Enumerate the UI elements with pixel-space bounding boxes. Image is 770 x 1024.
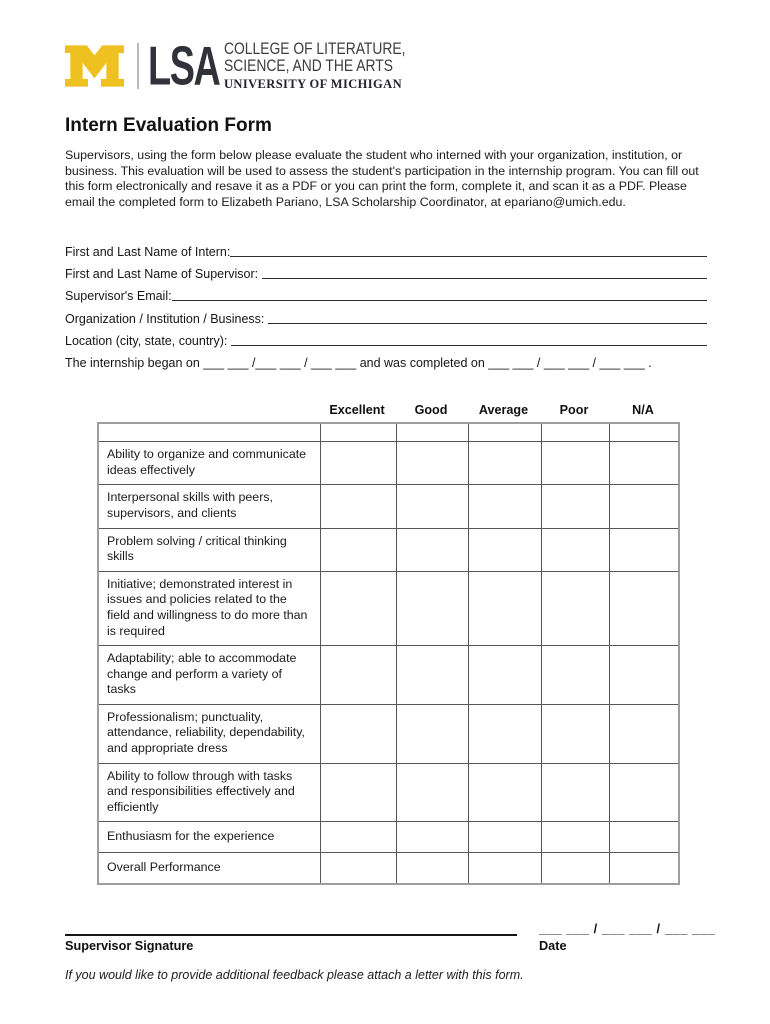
location-blank[interactable]: [231, 344, 707, 346]
table-row: [98, 485, 679, 528]
college-line-2: SCIENCE, AND THE ARTS: [224, 57, 393, 75]
field-location: [65, 326, 707, 348]
criterion-label: Initiative; demonstrated interest in issues and policies related to the field and willingness to do more than is required: [98, 571, 320, 645]
table-row: [98, 704, 679, 763]
rating-cell-excellent[interactable]: [320, 485, 396, 528]
criterion-label: Enthusiasm for the experience: [98, 822, 320, 853]
rating-cell-good[interactable]: [396, 528, 468, 571]
rating-cell-excellent[interactable]: [320, 853, 396, 885]
criterion-label: Ability to follow through with tasks and responsibilities effectively and efficiently: [98, 763, 320, 822]
rating-cell-average[interactable]: [468, 853, 541, 885]
intro-paragraph: Supervisors, using the form below please evaluate the student who interned with your organization, institution, or business. This evaluation will be used to assess the student's participation in the internship program. You can fill out this form electronically and resave it as a PDF or you can print the form, complete it, and scan it as a PDF. Please email the completed form to Elizabeth Pariano, LSA Scholarship Coordinator, at epariano@umich.edu.: [65, 148, 699, 209]
table-row: [98, 571, 679, 645]
rating-cell-good[interactable]: [396, 763, 468, 822]
signature-date-blanks[interactable]: ___ ___ / ___ ___ / ___ ___: [539, 921, 716, 937]
rating-cell-average[interactable]: [468, 822, 541, 853]
rating-cell-poor[interactable]: [541, 822, 609, 853]
rating-cell-poor[interactable]: [541, 853, 609, 885]
field-label: First and Last Name of Supervisor:: [65, 266, 262, 281]
date-block: [539, 921, 715, 953]
umich-lsa-logo: [65, 35, 707, 97]
rating-cell-na[interactable]: [609, 571, 679, 645]
table-row: [98, 853, 679, 885]
rating-cell-excellent[interactable]: [320, 571, 396, 645]
rating-cell-excellent[interactable]: [320, 646, 396, 705]
rating-cell-poor[interactable]: [541, 528, 609, 571]
criterion-column-spacer: [97, 403, 319, 422]
field-supervisor-name: [65, 259, 707, 281]
start-date-blanks[interactable]: ___ ___ /___ ___ / ___ ___: [203, 356, 357, 371]
intern-name-blank[interactable]: [230, 255, 707, 257]
field-supervisor-email: [65, 281, 707, 303]
field-intern-name: [65, 236, 707, 258]
college-line-1: COLLEGE OF LITERATURE,: [224, 39, 406, 58]
logo-text-block: [224, 41, 440, 92]
table-row: [98, 442, 679, 485]
criterion-label: Interpersonal skills with peers, supervisors, and clients: [98, 485, 320, 528]
rating-cell-na[interactable]: [609, 704, 679, 763]
lsa-wordmark: LSA: [148, 35, 220, 97]
dates-middle: and was completed on: [356, 356, 489, 371]
michigan-block-m-icon: [65, 42, 124, 90]
rating-cell-poor[interactable]: [541, 442, 609, 485]
rating-cell-good[interactable]: [396, 442, 468, 485]
rating-cell-good[interactable]: [396, 704, 468, 763]
rating-cell-average[interactable]: [468, 485, 541, 528]
criterion-label: Professionalism; punctuality, attendance, reliability, dependability, and appropriate dress: [98, 704, 320, 763]
table-row: [98, 646, 679, 705]
rating-cell-good[interactable]: [396, 646, 468, 705]
column-header-poor: Poor: [559, 403, 589, 418]
signature-block: [65, 922, 517, 953]
criterion-label: Adaptability; able to accommodate change and perform a variety of tasks: [98, 646, 320, 705]
rating-cell-na[interactable]: [609, 442, 679, 485]
rating-cell-excellent[interactable]: [320, 442, 396, 485]
table-row: [98, 822, 679, 853]
empty-cell: [396, 423, 468, 442]
end-date-blanks[interactable]: ___ ___ / ___ ___ / ___ ___: [488, 356, 645, 371]
supervisor-name-blank[interactable]: [262, 277, 707, 279]
rating-header-row: [97, 403, 707, 422]
rating-cell-excellent[interactable]: [320, 528, 396, 571]
empty-cell: [320, 423, 396, 442]
rating-cell-excellent[interactable]: [320, 822, 396, 853]
rating-cell-average[interactable]: [468, 442, 541, 485]
additional-feedback-note: If you would like to provide additional feedback please attach a letter with this form.: [65, 968, 524, 983]
criterion-label: Problem solving / critical thinking skills: [98, 528, 320, 571]
rating-cell-na[interactable]: [609, 646, 679, 705]
signature-section: [65, 921, 716, 954]
rating-cell-average[interactable]: [468, 646, 541, 705]
field-label: Organization / Institution / Business:: [65, 311, 268, 326]
field-organization: [65, 303, 707, 325]
supervisor-signature-line[interactable]: [65, 922, 517, 936]
rating-cell-good[interactable]: [396, 485, 468, 528]
rating-cell-poor[interactable]: [541, 571, 609, 645]
rating-cell-poor[interactable]: [541, 704, 609, 763]
dates-suffix: .: [644, 356, 652, 371]
rating-cell-average[interactable]: [468, 763, 541, 822]
empty-cell: [541, 423, 609, 442]
page-title: Intern Evaluation Form: [65, 115, 272, 136]
column-header-good: Good: [414, 403, 448, 418]
empty-cell: [468, 423, 541, 442]
rating-cell-good[interactable]: [396, 571, 468, 645]
date-label: Date: [539, 939, 567, 954]
empty-cell: [98, 423, 320, 442]
rating-cell-poor[interactable]: [541, 485, 609, 528]
rating-cell-na[interactable]: [609, 763, 679, 822]
field-label: Supervisor's Email:: [65, 289, 172, 304]
column-header-average: Average: [478, 403, 529, 418]
dates-prefix: The internship began on: [65, 356, 204, 371]
fields-section: [65, 236, 707, 370]
rating-cell-na[interactable]: [609, 485, 679, 528]
rating-cell-na[interactable]: [609, 528, 679, 571]
rating-cell-poor[interactable]: [541, 646, 609, 705]
rating-cell-excellent[interactable]: [320, 704, 396, 763]
rating-cell-excellent[interactable]: [320, 763, 396, 822]
criterion-label: Ability to organize and communicate ideas effectively: [98, 442, 320, 485]
rating-cell-na[interactable]: [609, 822, 679, 853]
table-row: [98, 763, 679, 822]
column-header-excellent: Excellent: [329, 403, 385, 418]
column-header-na: N/A: [632, 403, 654, 418]
rating-cell-poor[interactable]: [541, 763, 609, 822]
field-label: Location (city, state, country):: [65, 333, 231, 348]
rating-cell-average[interactable]: [468, 704, 541, 763]
field-label: First and Last Name of Intern:: [65, 244, 231, 259]
internship-dates-line: [65, 348, 707, 370]
rating-cell-good[interactable]: [396, 822, 468, 853]
table-row: [98, 528, 679, 571]
rating-cell-average[interactable]: [468, 528, 541, 571]
criterion-label: Overall Performance: [98, 853, 320, 885]
supervisor-email-blank[interactable]: [172, 299, 707, 301]
university-line: UNIVERSITY OF MICHIGAN: [224, 76, 403, 91]
logo-divider: [137, 43, 139, 89]
empty-cell: [609, 423, 679, 442]
evaluation-table: [97, 422, 680, 885]
supervisor-signature-label: Supervisor Signature: [65, 939, 194, 954]
organization-blank[interactable]: [268, 322, 707, 324]
rating-cell-na[interactable]: [609, 853, 679, 885]
rating-cell-average[interactable]: [468, 571, 541, 645]
table-row-empty: [98, 423, 679, 442]
rating-cell-good[interactable]: [396, 853, 468, 885]
